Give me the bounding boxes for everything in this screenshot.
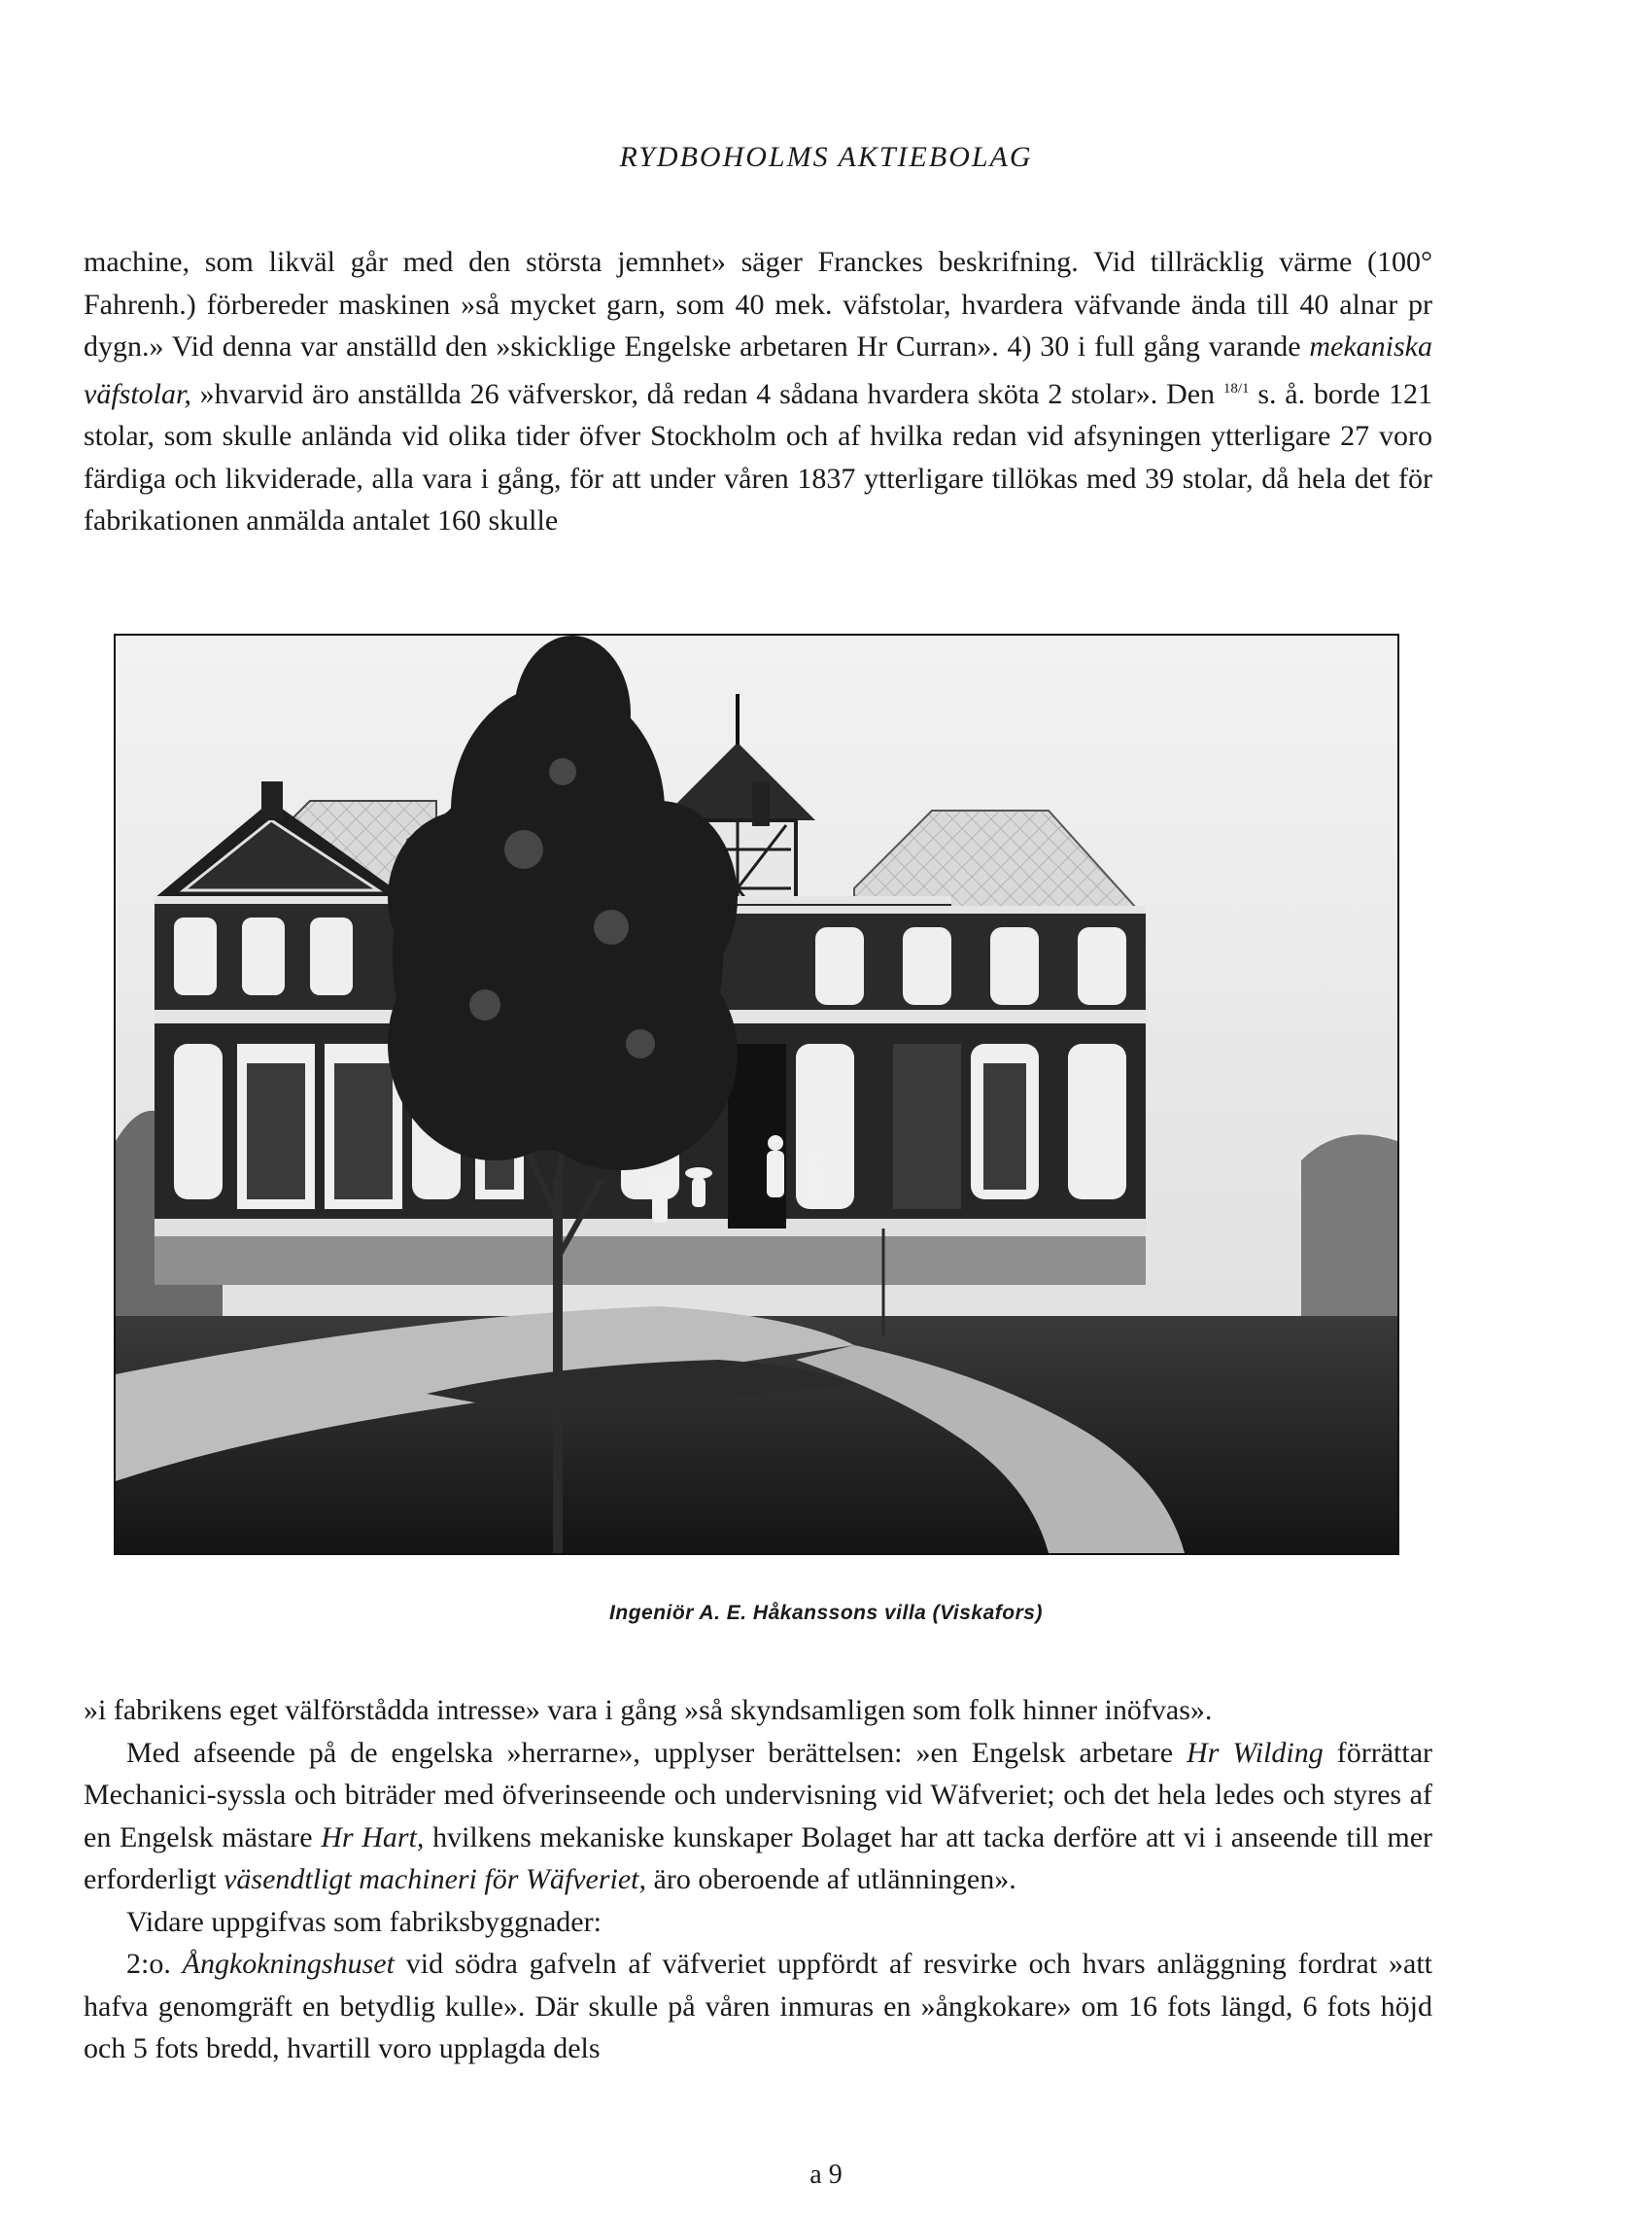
bottom-text	[84, 1689, 1432, 2070]
text-segment: Hr Hart,	[321, 1820, 425, 1853]
bottom-paragraph-1: »i fabrikens eget välförstådda intresse» vara i gång »så skyndsamligen som folk hinner inöfvas».	[84, 1694, 1213, 1726]
text-segment: Hr Wilding	[1187, 1736, 1324, 1769]
text-segment: Ångkokningshuset	[182, 1948, 395, 1980]
top-paragraph	[84, 241, 1432, 542]
text-segment: s. å. borde 121 stolar, som skulle anlända vid olika tider öfver Stockholm och af hvilka redan vid afsyningen ytterligare 27 voro färdiga och likviderade, alla vara i gång, för att under våren 1837 ytterligare tillökas med 39 stolar, då hela det för fabrikationen anmälda antalet 160 skulle	[84, 377, 1433, 536]
text-segment: 2:o.	[126, 1948, 183, 1980]
text-segment: 18/1	[1222, 380, 1250, 397]
running-header: RYDBOHOLMS AKTIEBOLAG	[619, 141, 1033, 173]
figure-caption: Ingeniör A. E. Håkanssons villa (Viskafors)	[609, 1602, 1043, 1624]
bottom-paragraph-2	[84, 1732, 1432, 1901]
text-segment: Med afseende på de engelska »herrarne», upplyser berättelsen: »en Engelsk arbetare	[126, 1736, 1187, 1769]
text-segment: äro oberoende af utlänningen».	[646, 1863, 1016, 1895]
bottom-paragraph-4	[84, 1943, 1432, 2070]
text-segment: vid södra gafveln af väfveriet uppfördt af resvirke och hvars anläggning fordrat »att hafva genomgräft en betydlig kulle». Där skulle på våren inmuras en »ångkokare» om 16 fots längd, 6 fots höjd och 5 fots bredd, hvartill voro upplagda dels	[84, 1948, 1432, 2064]
villa-photograph	[114, 634, 1399, 1555]
text-segment: »hvarvid äro anställda 26 väfverskor, då redan 4 sådana hvardera sköta 2 stolar». Den	[190, 377, 1223, 410]
text-segment: hvilkens mekaniske kunskaper Bolaget har att tacka derföre att vi i anseende till mer erforderligt	[84, 1820, 1432, 1895]
text-segment: väsendtligt machineri för Wäfveriet,	[224, 1863, 647, 1895]
page-number: a 9	[809, 2160, 843, 2190]
text-segment: förrättar Mechanici-syssla och biträder med öfverinseende och undervisning vid Wäfveriet; och det hela ledes och styres af en Engelsk mästare	[84, 1736, 1432, 1853]
text-segment: mekaniska väfstolar,	[84, 330, 1432, 410]
text-segment: machine, som likväl går med den största jemnhet» säger Franckes beskrifning. Vid tillräcklig värme (100° Fahrenh.) förbereder maskinen »så mycket garn, som 40 mek. väfstolar, hvardera väfvande ända till 40 alnar pr dygn.» Vid denna var anställd den »skicklige Engelske arbetaren Hr Curran». 4) 30 i full gång varande	[84, 246, 1432, 363]
bottom-paragraph-3: Vidare uppgifvas som fabriksbyggnader:	[126, 1905, 602, 1938]
